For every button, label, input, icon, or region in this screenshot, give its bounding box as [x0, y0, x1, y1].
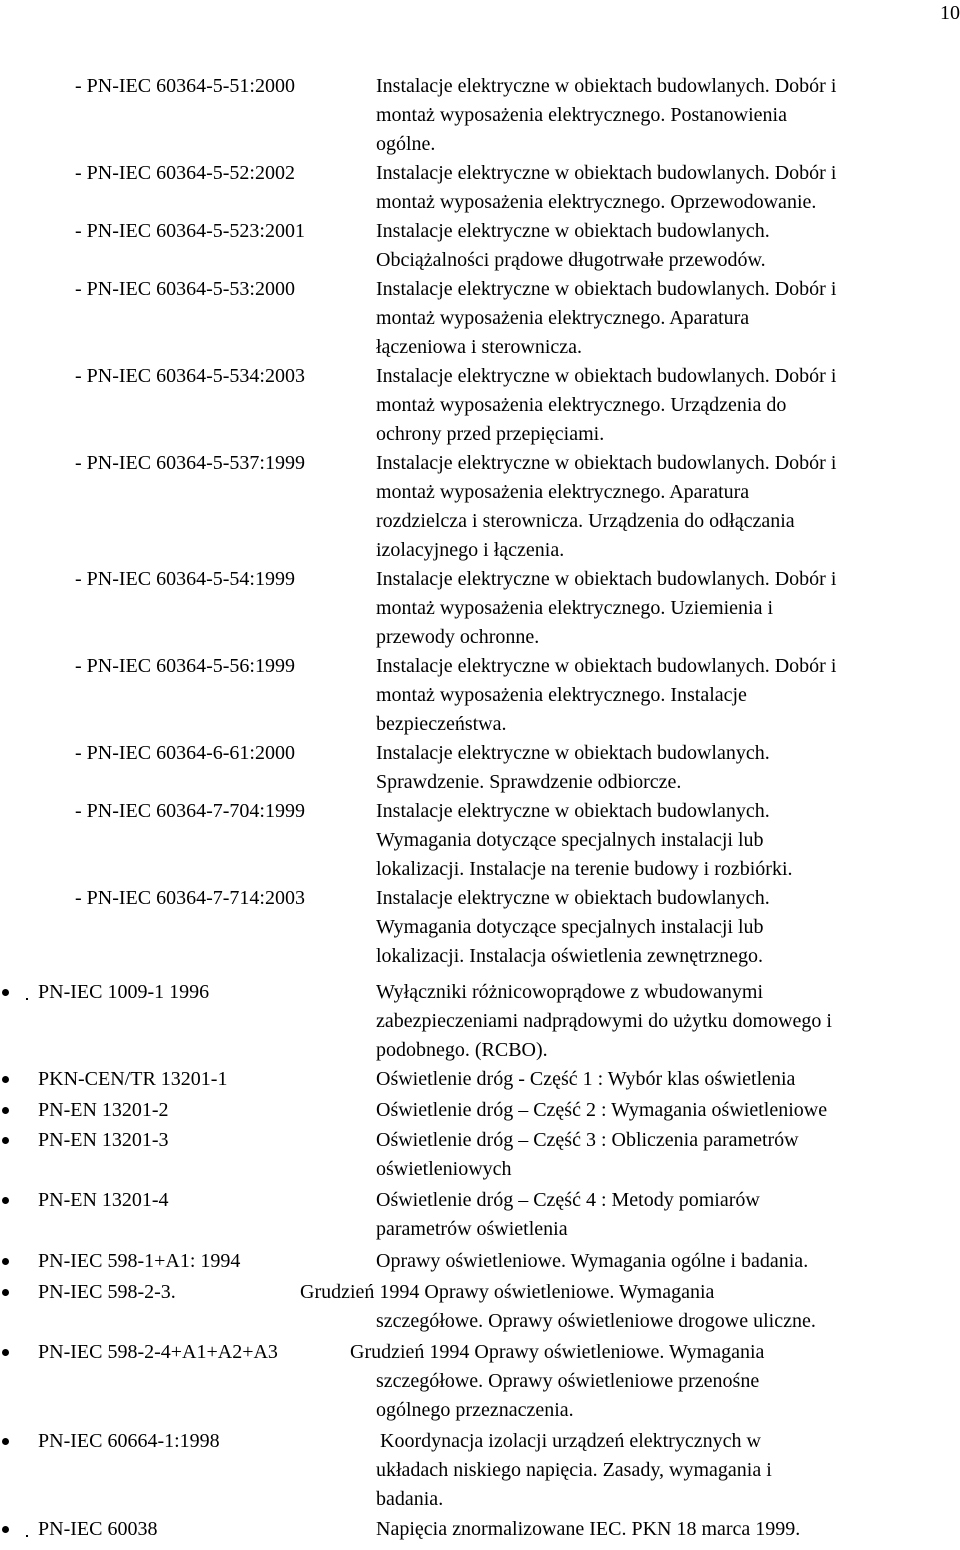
bullet-item-code: PKN-CEN/TR 13201-1: [38, 1068, 228, 1090]
standard-title-line: montaż wyposażenia elektrycznego. Oprzewodowanie.: [376, 191, 817, 213]
bullet-icon: [2, 1526, 9, 1533]
standard-code: - PN-IEC 60364-7-714:2003: [75, 887, 305, 909]
standard-title-line: ogólne.: [376, 133, 436, 155]
bullet-item-title-line: szczegółowe. Oprawy oświetleniowe drogowe uliczne.: [376, 1310, 816, 1332]
bullet-item-code: PN-IEC 598-2-3.: [38, 1281, 176, 1303]
bullet-item-title-line: Grudzień 1994 Oprawy oświetleniowe. Wymagania: [300, 1281, 715, 1303]
standard-title-line: montaż wyposażenia elektrycznego. Aparatura: [376, 481, 750, 503]
bullet-item-code: PN-EN 13201-4: [38, 1189, 169, 1211]
standard-code: - PN-IEC 60364-5-56:1999: [75, 655, 295, 677]
standard-title-line: izolacyjnego i łączenia.: [376, 539, 565, 561]
bullet-item-code: PN-IEC 1009-1 1996: [38, 981, 210, 1003]
standard-title-line: Instalacje elektryczne w obiektach budowlanych.: [376, 887, 770, 909]
page-number: 10: [940, 2, 960, 24]
bullet-item-title-line: podobnego. (RCBO).: [376, 1039, 548, 1061]
bullet-item-title-line: Oprawy oświetleniowe. Wymagania ogólne i badania.: [376, 1250, 809, 1272]
standard-code: - PN-IEC 60364-5-52:2002: [75, 162, 295, 184]
standard-title-line: lokalizacji. Instalacje na terenie budowy i rozbiórki.: [376, 858, 793, 880]
bullet-item-title-line: Oświetlenie dróg – Część 2 : Wymagania oświetleniowe: [376, 1099, 828, 1121]
bullet-item-code: PN-EN 13201-2: [38, 1099, 169, 1121]
bullet-item-title-line: parametrów oświetlenia: [376, 1218, 568, 1240]
standard-title-line: Instalacje elektryczne w obiektach budowlanych.: [376, 742, 770, 764]
standard-title-line: bezpieczeństwa.: [376, 713, 507, 735]
bullet-icon: [2, 1137, 9, 1144]
standard-title-line: montaż wyposażenia elektrycznego. Uziemienia i: [376, 597, 774, 619]
bullet-item-title-line: zabezpieczeniami nadprądowymi do użytku domowego i: [376, 1010, 832, 1032]
bullet-icon: [2, 1349, 9, 1356]
standard-title-line: przewody ochronne.: [376, 626, 540, 648]
bullet-icon: [2, 989, 9, 996]
standard-title-line: Instalacje elektryczne w obiektach budowlanych.: [376, 220, 770, 242]
bullet-icon: [2, 1197, 9, 1204]
standard-title-line: Instalacje elektryczne w obiektach budowlanych. Dobór i: [376, 162, 837, 184]
bullet-item-code: PN-IEC 598-1+A1: 1994: [38, 1250, 241, 1272]
bullet-item-title-line: Oświetlenie dróg – Część 3 : Obliczenia parametrów: [376, 1129, 799, 1151]
standard-code: - PN-IEC 60364-5-523:2001: [75, 220, 305, 242]
standard-title-line: montaż wyposażenia elektrycznego. Aparatura: [376, 307, 750, 329]
bullet-item-title-line: szczegółowe. Oprawy oświetleniowe przenośne: [376, 1370, 760, 1392]
standard-title-line: Instalacje elektryczne w obiektach budowlanych. Dobór i: [376, 655, 837, 677]
standard-code: - PN-IEC 60364-5-54:1999: [75, 568, 295, 590]
standard-title-line: lokalizacji. Instalacja oświetlenia zewnętrznego.: [376, 945, 764, 967]
bullet-item-title-line: ogólnego przeznaczenia.: [376, 1399, 574, 1421]
bullet-item-code: PN-IEC 60038: [38, 1518, 158, 1540]
bullet-icon: [2, 1438, 9, 1445]
standard-title-line: Instalacje elektryczne w obiektach budowlanych. Dobór i: [376, 452, 837, 474]
bullet-icon: [2, 1076, 9, 1083]
bullet-item-title-line: układach niskiego napięcia. Zasady, wymagania i: [376, 1459, 772, 1481]
standard-code: - PN-IEC 60364-5-537:1999: [75, 452, 305, 474]
standard-code: - PN-IEC 60364-5-534:2003: [75, 365, 305, 387]
bullet-item-code: PN-IEC 598-2-4+A1+A2+A3: [38, 1341, 278, 1363]
standard-title-line: łączeniowa i sterownicza.: [376, 336, 583, 358]
standard-title-line: Wymagania dotyczące specjalnych instalacji lub: [376, 829, 764, 851]
standard-title-line: ochrony przed przepięciami.: [376, 423, 605, 445]
standard-code: - PN-IEC 60364-7-704:1999: [75, 800, 305, 822]
bullet-item-title-line: Grudzień 1994 Oprawy oświetleniowe. Wymagania: [350, 1341, 765, 1363]
bullet-icon: [2, 1107, 9, 1114]
standard-title-line: montaż wyposażenia elektrycznego. Postanowienia: [376, 104, 787, 126]
standard-title-line: Instalacje elektryczne w obiektach budowlanych. Dobór i: [376, 278, 837, 300]
standard-title-line: Instalacje elektryczne w obiektach budowlanych. Dobór i: [376, 365, 837, 387]
standard-title-line: montaż wyposażenia elektrycznego. Instalacje: [376, 684, 747, 706]
bullet-item-title-line: oświetleniowych: [376, 1158, 512, 1180]
standard-title-line: Instalacje elektryczne w obiektach budowlanych. Dobór i: [376, 75, 837, 97]
bullet-item-title-line: Oświetlenie dróg – Część 4 : Metody pomiarów: [376, 1189, 760, 1211]
standard-title-line: montaż wyposażenia elektrycznego. Urządzenia do: [376, 394, 787, 416]
standard-title-line: Obciążalności prądowe długotrwałe przewodów.: [376, 249, 766, 271]
bullet-icon: [2, 1289, 9, 1296]
standard-title-line: Wymagania dotyczące specjalnych instalacji lub: [376, 916, 764, 938]
standard-code: - PN-IEC 60364-6-61:2000: [75, 742, 295, 764]
bullet-dot-icon: [26, 1535, 28, 1537]
standard-title-line: rozdzielcza i sterownicza. Urządzenia do odłączania: [376, 510, 795, 532]
bullet-item-code: PN-IEC 60664-1:1998: [38, 1430, 220, 1452]
standard-title-line: Sprawdzenie. Sprawdzenie odbiorcze.: [376, 771, 682, 793]
standard-code: - PN-IEC 60364-5-53:2000: [75, 278, 295, 300]
bullet-item-title-line: Oświetlenie dróg - Część 1 : Wybór klas oświetlenia: [376, 1068, 796, 1090]
standard-title-line: Instalacje elektryczne w obiektach budowlanych.: [376, 800, 770, 822]
bullet-item-title-line: Napięcia znormalizowane IEC. PKN 18 marca 1999.: [376, 1518, 801, 1540]
bullet-icon: [2, 1258, 9, 1265]
bullet-item-title-line: badania.: [376, 1488, 444, 1510]
standard-code: - PN-IEC 60364-5-51:2000: [75, 75, 295, 97]
bullet-item-title-line: Koordynacja izolacji urządzeń elektrycznych w: [380, 1430, 761, 1452]
bullet-item-title-line: Wyłączniki różnicowoprądowe z wbudowanymi: [376, 981, 764, 1003]
bullet-dot-icon: [26, 998, 28, 1000]
bullet-item-code: PN-EN 13201-3: [38, 1129, 169, 1151]
standard-title-line: Instalacje elektryczne w obiektach budowlanych. Dobór i: [376, 568, 837, 590]
